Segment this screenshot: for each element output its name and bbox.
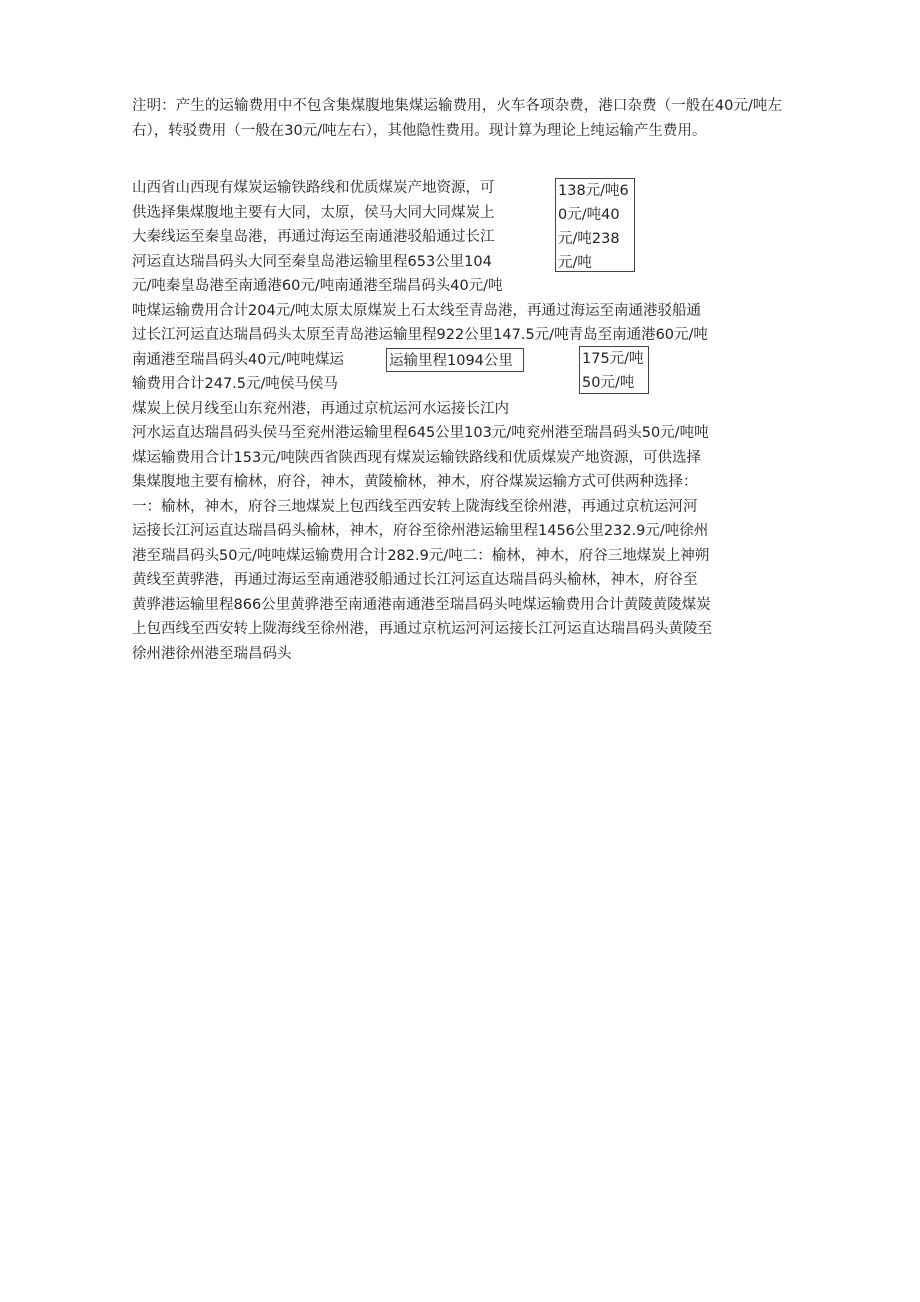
body-line: 黄线至黄骅港，再通过海运至南通港驳船通过长江河运直达瑞昌码头榆林，神木，府谷至 <box>132 572 698 588</box>
body-line: 元/吨秦皇岛港至南通港60元/吨南通港至瑞昌码头40元/吨 <box>132 278 503 294</box>
body-line: 输费用合计247.5元/吨侯马侯马 <box>132 376 338 392</box>
body-line: 港至瑞昌码头50元/吨吨煤运输费用合计282.9元/吨二：榆林，神木，府谷三地煤炭上神朔 <box>132 547 710 564</box>
body-line: 徐州港徐州港至瑞昌码头 <box>132 645 292 662</box>
body-line: 大秦线运至秦皇岛港，再通过海运至南通港驳船通过长江 <box>132 229 495 245</box>
body-line: 供选择集煤腹地主要有大同，太原，侯马大同大同煤炭上 <box>132 204 495 221</box>
body-line: 河运直达瑞昌码头大同至秦皇岛港运输里程653公里104 <box>132 253 492 270</box>
distance-textbox-taiyuan: 运输里程1094公里 <box>386 348 524 372</box>
body-line: 山西省山西现有煤炭运输铁路线和优质煤炭产地资源，可 <box>132 180 495 196</box>
note-paragraph: 注明：产生的运输费用中不包含集煤腹地集煤运输费用，火车各项杂费，港口杂费（一般在40元/吨左右），转驳费用（一般在30元/吨左右），其他隐性费用。现计算为理论上纯运输产生费用。 <box>132 98 782 139</box>
body-line: 河水运直达瑞昌码头侯马至兖州港运输里程645公里103元/吨兖州港至瑞昌码头50元/吨吨 <box>132 425 709 441</box>
cost-textbox-taiyuan: 175元/吨50元/吨 <box>579 346 649 394</box>
body-line: 过长江河运直达瑞昌码头太原至青岛港运输里程922公里147.5元/吨青岛至南通港60元/吨 <box>132 327 708 343</box>
cost-textbox-datong: 138元/吨60元/吨40元/吨238元/吨 <box>555 178 635 272</box>
body-line: 南通港至瑞昌码头40元/吨吨煤运 <box>132 351 344 368</box>
body-line: 集煤腹地主要有榆林，府谷，神木，黄陵榆林，神木，府谷煤炭运输方式可供两种选择： <box>132 474 698 490</box>
body-line: 煤运输费用合计153元/吨陕西省陕西现有煤炭运输铁路线和优质煤炭产地资源，可供选择 <box>132 449 702 466</box>
body-line: 上包西线至西安转上陇海线至徐州港，再通过京杭运河河运接长江河运直达瑞昌码头黄陵至 <box>132 621 712 637</box>
body-line: 运接长江河运直达瑞昌码头榆林，神木，府谷至徐州港运输里程1456公里232.9元/吨徐州 <box>132 523 709 539</box>
body-line: 煤炭上侯月线至山东兖州港，再通过京杭运河水运接长江内 <box>132 400 509 417</box>
body-line: 一：榆林，神木，府谷三地煤炭上包西线至西安转上陇海线至徐州港，再通过京杭运河河 <box>132 498 698 515</box>
body-line: 黄骅港运输里程866公里黄骅港至南通港南通港至瑞昌码头吨煤运输费用合计黄陵黄陵煤炭 <box>132 596 711 613</box>
body-line: 吨煤运输费用合计204元/吨太原太原煤炭上石太线至青岛港，再通过海运至南通港驳船通 <box>132 302 702 319</box>
